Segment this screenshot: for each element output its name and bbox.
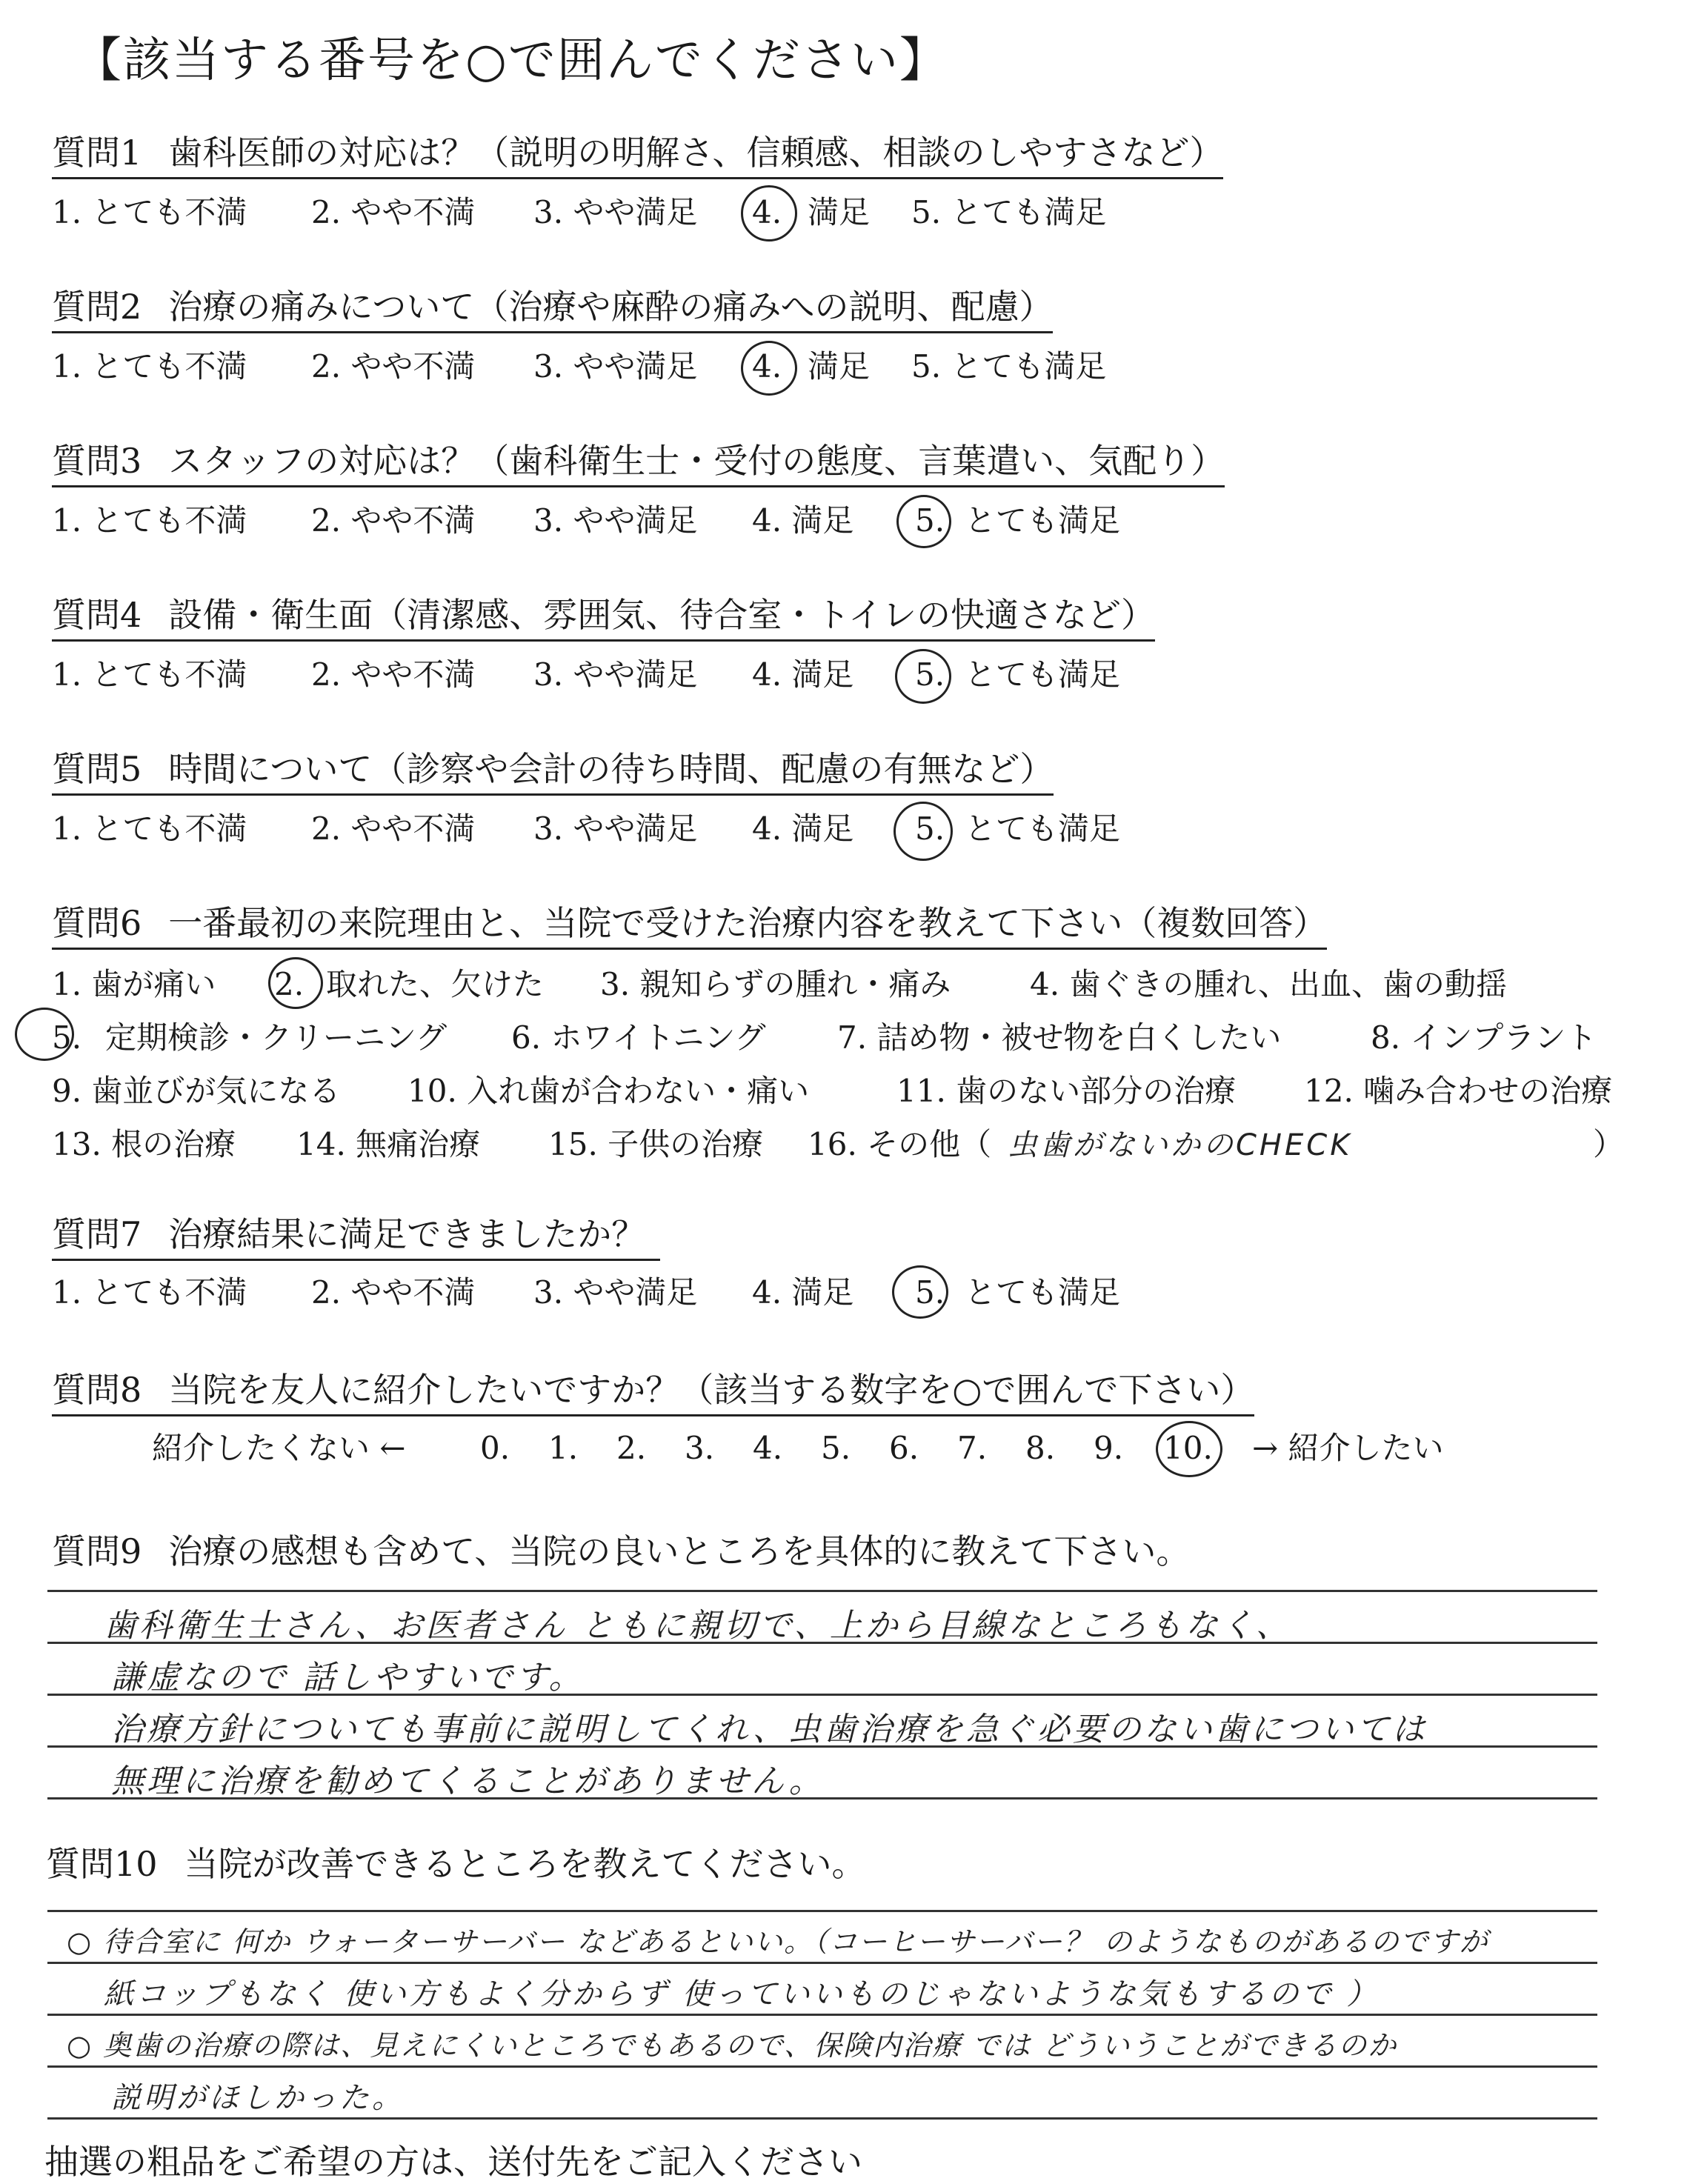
footer-note: 抽選の粗品をご希望の方は、送付先をご記入ください bbox=[44, 2142, 862, 2182]
q3-option-2[interactable]: 2. やや不満 bbox=[311, 502, 476, 539]
q3-option-1[interactable]: 1. とても不満 bbox=[52, 502, 247, 539]
q6-option-16[interactable]: 16. その他（ bbox=[808, 1126, 992, 1162]
q8-left-label: 紹介したくない ← bbox=[152, 1430, 406, 1466]
q1-option-2[interactable]: 2. やや不満 bbox=[311, 194, 476, 230]
q6-option-5[interactable]: 5. bbox=[52, 1019, 82, 1056]
q6-option-4[interactable]: 4. 歯ぐきの腫れ、出血、歯の動揺 bbox=[1030, 966, 1507, 1002]
q10-answer-line bbox=[47, 1910, 1597, 1912]
q8-heading bbox=[52, 1371, 1254, 1416]
q7-option-5-label: とても満足 bbox=[965, 1274, 1121, 1311]
q8-right-label: → 紹介したい bbox=[1252, 1430, 1444, 1466]
q7-option-4[interactable]: 4. 満足 bbox=[752, 1274, 854, 1311]
q1-label: 質問1 bbox=[52, 133, 142, 173]
q3-text: スタッフの対応は？（歯科衛生士・受付の態度、言葉遣い、気配り） bbox=[168, 441, 1225, 481]
q1-option-4-label: 満足 bbox=[808, 194, 871, 230]
q7-option-2[interactable]: 2. やや不満 bbox=[311, 1274, 476, 1311]
q7-label: 質問7 bbox=[52, 1214, 142, 1254]
q10-answer-2: 紙コップもなく 使い方もよく分からず 使っていいものじゃないような気もするので ） bbox=[104, 1977, 1380, 2011]
q6-option-2[interactable]: 2. bbox=[274, 966, 305, 1002]
q2-selection-circle bbox=[741, 341, 797, 396]
q9-label: 質問9 bbox=[52, 1531, 142, 1571]
q2-options bbox=[52, 348, 1237, 388]
q8-option-7[interactable]: 7. bbox=[957, 1430, 988, 1466]
q4-option-2[interactable]: 2. やや不満 bbox=[311, 656, 476, 693]
q8-scale bbox=[52, 1430, 1534, 1470]
q2-option-4[interactable]: 4. bbox=[752, 348, 782, 384]
q2-text: 治療の痛みについて（治療や麻酔の痛みへの説明、配慮） bbox=[168, 287, 1054, 327]
q7-option-3[interactable]: 3. やや満足 bbox=[533, 1274, 698, 1311]
q3-option-5[interactable]: 5. bbox=[915, 502, 945, 539]
q1-option-5[interactable]: 5. とても満足 bbox=[911, 194, 1107, 230]
q6-option-9[interactable]: 9. 歯並びが気になる bbox=[52, 1073, 341, 1109]
q3-options bbox=[52, 502, 1237, 542]
q9-answer-line bbox=[47, 1590, 1597, 1592]
q4-options bbox=[52, 656, 1237, 696]
q4-label: 質問4 bbox=[52, 595, 142, 635]
q4-selection-circle bbox=[895, 649, 951, 704]
q6-option-14[interactable]: 14. 無痛治療 bbox=[296, 1126, 481, 1162]
q7-options bbox=[52, 1274, 1237, 1314]
q6-option-6[interactable]: 6. ホワイトニング bbox=[511, 1019, 766, 1056]
q10-heading bbox=[46, 1837, 866, 1886]
page-title: 【該当する番号を○で囲んでください】 bbox=[74, 33, 948, 88]
q10-answer-line bbox=[47, 2065, 1597, 2068]
q2-option-4-label: 満足 bbox=[808, 348, 871, 384]
q6-option-16-close: ） bbox=[1593, 1126, 1625, 1162]
q8-option-2[interactable]: 2. bbox=[616, 1430, 647, 1466]
q6-option-15[interactable]: 15. 子供の治療 bbox=[548, 1126, 764, 1162]
q8-option-3[interactable]: 3. bbox=[685, 1430, 715, 1466]
q4-option-5[interactable]: 5. bbox=[915, 656, 945, 693]
q2-option-3[interactable]: 3. やや満足 bbox=[533, 348, 698, 384]
q1-text: 歯科医師の対応は？（説明の明解さ、信頼感、相談のしやすさなど） bbox=[168, 133, 1224, 173]
q8-option-0[interactable]: 0. bbox=[480, 1430, 510, 1466]
q9-text: 治療の感想も含めて、当院の良いところを具体的に教えて下さい。 bbox=[168, 1531, 1191, 1571]
q6-option-5-label: 定期検診・クリーニング bbox=[105, 1019, 447, 1056]
q9-heading bbox=[52, 1525, 1190, 1574]
q6-selection-circle-5 bbox=[15, 1008, 74, 1061]
q5-label: 質問5 bbox=[52, 749, 142, 789]
q2-option-2[interactable]: 2. やや不満 bbox=[311, 348, 476, 384]
q5-heading bbox=[52, 750, 1054, 796]
q4-option-1[interactable]: 1. とても不満 bbox=[52, 656, 247, 693]
q3-heading bbox=[52, 442, 1225, 487]
q6-selection-circle-2 bbox=[268, 957, 323, 1009]
q8-option-6[interactable]: 6. bbox=[889, 1430, 919, 1466]
q6-option-10[interactable]: 10. 入れ歯が合わない・痛い bbox=[407, 1073, 810, 1109]
q7-heading bbox=[52, 1215, 660, 1261]
q6-option-3[interactable]: 3. 親知らずの腫れ・痛み bbox=[600, 966, 951, 1002]
q3-option-4[interactable]: 4. 満足 bbox=[752, 502, 854, 539]
q6-options-row3 bbox=[52, 1073, 1682, 1113]
q6-other-handwritten: 虫歯がないかのCHECK bbox=[1008, 1128, 1353, 1162]
q3-label: 質問3 bbox=[52, 441, 142, 481]
q9-answer-4: 無理に治療を勧めてくることがありません。 bbox=[111, 1762, 825, 1800]
q5-option-2[interactable]: 2. やや不満 bbox=[311, 810, 476, 847]
q5-option-3[interactable]: 3. やや満足 bbox=[533, 810, 698, 847]
q1-option-3[interactable]: 3. やや満足 bbox=[533, 194, 698, 230]
q4-option-5-label: とても満足 bbox=[965, 656, 1121, 693]
q6-option-8[interactable]: 8. インプラント bbox=[1371, 1019, 1597, 1056]
q5-option-1[interactable]: 1. とても不満 bbox=[52, 810, 247, 847]
q6-options-row4 bbox=[52, 1126, 1645, 1166]
q10-answer-3: ○ 奥歯の治療の際は、見えにくいところでもあるので、保険内治療 では どういうことができるのか bbox=[67, 2029, 1398, 2062]
q5-selection-circle bbox=[894, 802, 953, 861]
q4-text: 設備・衛生面（清潔感、雰囲気、待合室・トイレの快適さなど） bbox=[168, 595, 1155, 635]
q9-answer-1: 歯科衛生士さん、お医者さん ともに親切で、上から目線なところもなく、 bbox=[104, 1607, 1291, 1645]
q6-label: 質問6 bbox=[52, 903, 142, 943]
q1-option-4[interactable]: 4. bbox=[752, 194, 782, 230]
q7-selection-circle bbox=[892, 1265, 948, 1319]
q6-option-12[interactable]: 12. 噛み合わせの治療 bbox=[1304, 1073, 1613, 1109]
q2-option-5[interactable]: 5. とても満足 bbox=[911, 348, 1107, 384]
q7-option-5[interactable]: 5. bbox=[915, 1274, 945, 1311]
q4-option-3[interactable]: 3. やや満足 bbox=[533, 656, 698, 693]
q5-options bbox=[52, 810, 1237, 850]
q6-option-11[interactable]: 11. 歯のない部分の治療 bbox=[896, 1073, 1237, 1109]
q5-option-5-label: とても満足 bbox=[965, 810, 1121, 847]
q6-text: 一番最初の来院理由と、当院で受けた治療内容を教えて下さい（複数回答） bbox=[168, 903, 1328, 943]
q4-option-4[interactable]: 4. 満足 bbox=[752, 656, 854, 693]
q6-option-1[interactable]: 1. 歯が痛い bbox=[52, 966, 216, 1002]
q8-text: 当院を友人に紹介したいですか？（該当する数字を○で囲んで下さい） bbox=[168, 1370, 1255, 1410]
q2-heading bbox=[52, 287, 1053, 333]
q8-option-4[interactable]: 4. bbox=[753, 1430, 783, 1466]
q5-text: 時間について（診察や会計の待ち時間、配慮の有無など） bbox=[168, 749, 1054, 789]
q8-option-1[interactable]: 1. bbox=[548, 1430, 579, 1466]
q10-answer-1: ○ 待合室に 何か ウォーターサーバー などあるといい。（コーヒーサーバー？ のようなものがあるのですが bbox=[67, 1925, 1489, 1958]
q10-label: 質問10 bbox=[46, 1844, 158, 1884]
q10-answer-line bbox=[47, 1962, 1597, 1964]
q3-option-3[interactable]: 3. やや満足 bbox=[533, 502, 698, 539]
q6-heading bbox=[52, 904, 1327, 950]
q10-text: 当院が改善できるところを教えてください。 bbox=[184, 1844, 866, 1884]
q8-label: 質問8 bbox=[52, 1370, 142, 1410]
q3-selection-circle bbox=[896, 495, 951, 548]
q1-heading bbox=[52, 133, 1223, 179]
q7-text: 治療結果に満足できましたか？ bbox=[168, 1214, 646, 1254]
q1-options bbox=[52, 194, 1237, 234]
q5-option-4[interactable]: 4. 満足 bbox=[752, 810, 854, 847]
q6-option-7[interactable]: 7. 詰め物・被せ物を白くしたい bbox=[837, 1019, 1282, 1056]
q8-option-5[interactable]: 5. bbox=[821, 1430, 851, 1466]
q1-selection-circle bbox=[741, 185, 797, 242]
q8-option-10[interactable]: 10. bbox=[1163, 1430, 1213, 1466]
q1-option-1[interactable]: 1. とても不満 bbox=[52, 194, 247, 230]
q7-option-1[interactable]: 1. とても不満 bbox=[52, 1274, 247, 1311]
q6-option-2-label: 取れた、欠けた bbox=[326, 966, 545, 1002]
q8-option-8[interactable]: 8. bbox=[1025, 1430, 1056, 1466]
q4-heading bbox=[52, 596, 1155, 642]
q2-label: 質問2 bbox=[52, 287, 142, 327]
q10-answer-4: 説明がほしかった。 bbox=[111, 2081, 405, 2115]
q10-answer-line bbox=[47, 2117, 1597, 2120]
q6-options-row2 bbox=[52, 1019, 1645, 1059]
q9-answer-3: 治療方針についても事前に説明してくれ、虫歯治療を急ぐ必要のない歯については bbox=[111, 1711, 1428, 1748]
q2-option-1[interactable]: 1. とても不満 bbox=[52, 348, 247, 384]
q10-answer-line bbox=[47, 2014, 1597, 2016]
q6-option-13[interactable]: 13. 根の治療 bbox=[52, 1126, 236, 1162]
q9-answer-2: 謙虚なので 話しやすいです。 bbox=[111, 1659, 585, 1697]
q3-option-5-label: とても満足 bbox=[965, 502, 1121, 539]
q8-selection-circle bbox=[1156, 1421, 1222, 1477]
q5-option-5[interactable]: 5. bbox=[915, 810, 945, 847]
q8-option-9[interactable]: 9. bbox=[1094, 1430, 1124, 1466]
